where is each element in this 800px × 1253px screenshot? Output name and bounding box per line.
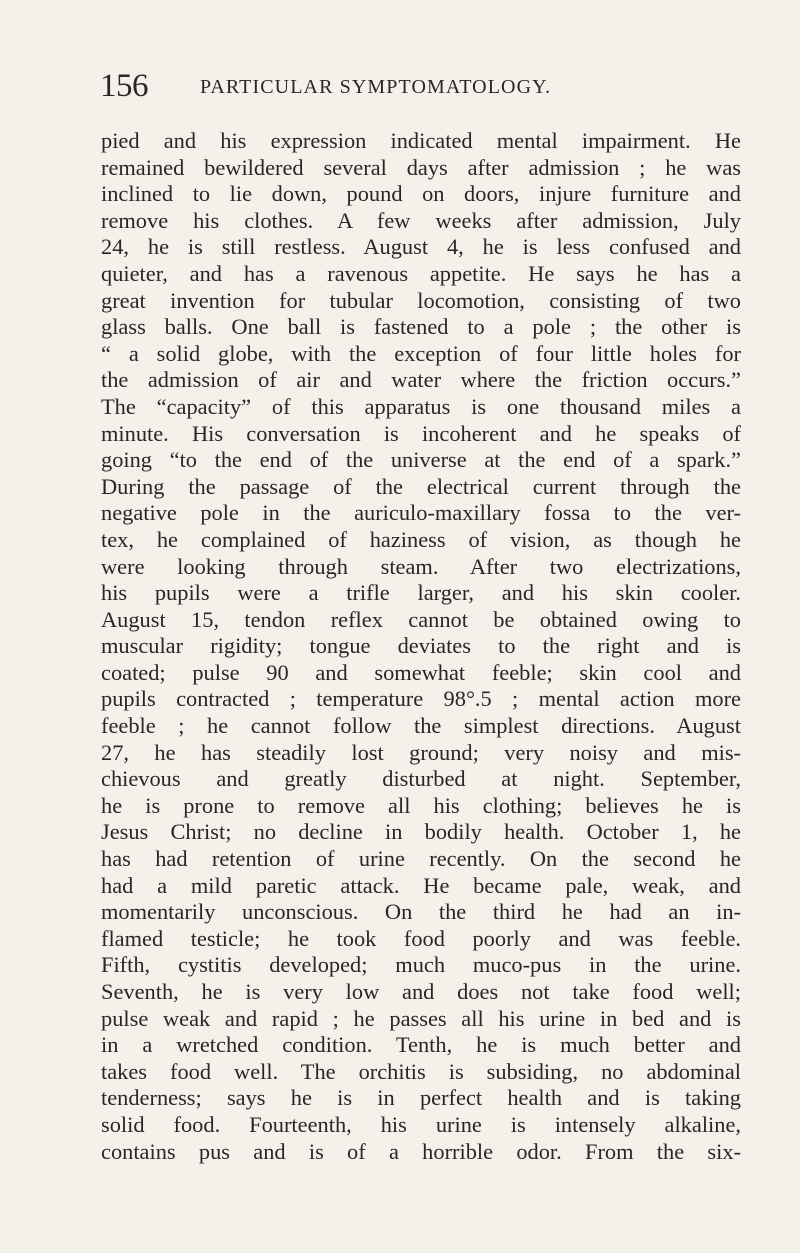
text-line: momentarily unconscious. On the third he had an in- <box>101 899 741 925</box>
text-line: has had retention of urine recently. On the second he <box>101 846 741 872</box>
text-line: Fifth, cystitis developed; much muco-pus in the urine. <box>101 952 741 978</box>
text-line: 24, he is still restless. August 4, he is less confused and <box>101 234 741 260</box>
text-line: Jesus Christ; no decline in bodily health. October 1, he <box>101 819 741 845</box>
text-line: glass balls. One ball is fastened to a pole ; the other is <box>101 314 741 340</box>
body-text <box>101 128 741 1165</box>
text-line: quieter, and has a ravenous appetite. He says he has a <box>101 260 741 286</box>
text-line: feeble ; he cannot follow the simplest directions. August <box>101 713 741 739</box>
text-line: had a mild paretic attack. He became pale, weak, and <box>101 872 741 898</box>
text-line: were looking through steam. After two electrizations, <box>101 553 741 579</box>
text-line: muscular rigidity; tongue deviates to the right and is <box>101 633 741 659</box>
text-line: 27, he has steadily lost ground; very noisy and mis- <box>101 739 741 765</box>
text-line: coated; pulse 90 and somewhat feeble; skin cool and <box>101 659 741 685</box>
text-line: Seventh, he is very low and does not take food well; <box>101 979 741 1004</box>
text-line: going “to the end of the universe at the end of a spark.” <box>101 447 741 473</box>
text-line: pupils contracted ; temperature 98°.5 ; mental action more <box>101 686 741 712</box>
text-line: his pupils were a trifle larger, and his skin cooler. <box>101 580 741 606</box>
text-line: tenderness; says he is in perfect health and is taking <box>101 1085 741 1111</box>
text-line: he is prone to remove all his clothing; believes he is <box>101 792 741 818</box>
text-line: remained bewildered several days after admission ; he was <box>101 154 741 180</box>
text-line: chievous and greatly disturbed at night. September, <box>101 766 741 792</box>
text-line: “ a solid globe, with the exception of four little holes for <box>101 340 741 366</box>
text-line: During the passage of the electrical current through the <box>101 473 741 499</box>
text-line: in a wretched condition. Tenth, he is much better and <box>101 1032 741 1058</box>
running-head <box>100 66 740 110</box>
text-line: The “capacity” of this apparatus is one thousand miles a <box>101 393 741 419</box>
running-title: PARTICULAR SYMPTOMATOLOGY. <box>200 76 552 98</box>
text-line: takes food well. The orchitis is subsiding, no abdominal <box>101 1058 741 1084</box>
text-line: remove his clothes. A few weeks after admission, July <box>101 207 741 233</box>
text-line: tex, he complained of haziness of vision, as though he <box>101 526 741 552</box>
text-line: pulse weak and rapid ; he passes all his urine in bed and is <box>101 1005 741 1031</box>
text-line: contains pus and is of a horrible odor. From the six- <box>101 1138 741 1164</box>
page-number: 156 <box>100 68 148 104</box>
text-line: great invention for tubular locomotion, consisting of two <box>101 287 741 313</box>
text-line: August 15, tendon reflex cannot be obtained owing to <box>101 606 741 632</box>
text-line: pied and his expression indicated mental impairment. He <box>101 128 741 153</box>
text-line: inclined to lie down, pound on doors, injure furniture and <box>101 181 741 207</box>
text-line: negative pole in the auriculo-maxillary fossa to the ver- <box>101 500 741 526</box>
text-line: flamed testicle; he took food poorly and was feeble. <box>101 925 741 951</box>
text-line: the admission of air and water where the friction occurs.” <box>101 367 741 393</box>
text-line: solid food. Fourteenth, his urine is intensely alkaline, <box>101 1111 741 1137</box>
text-line: minute. His conversation is incoherent and he speaks of <box>101 420 741 446</box>
